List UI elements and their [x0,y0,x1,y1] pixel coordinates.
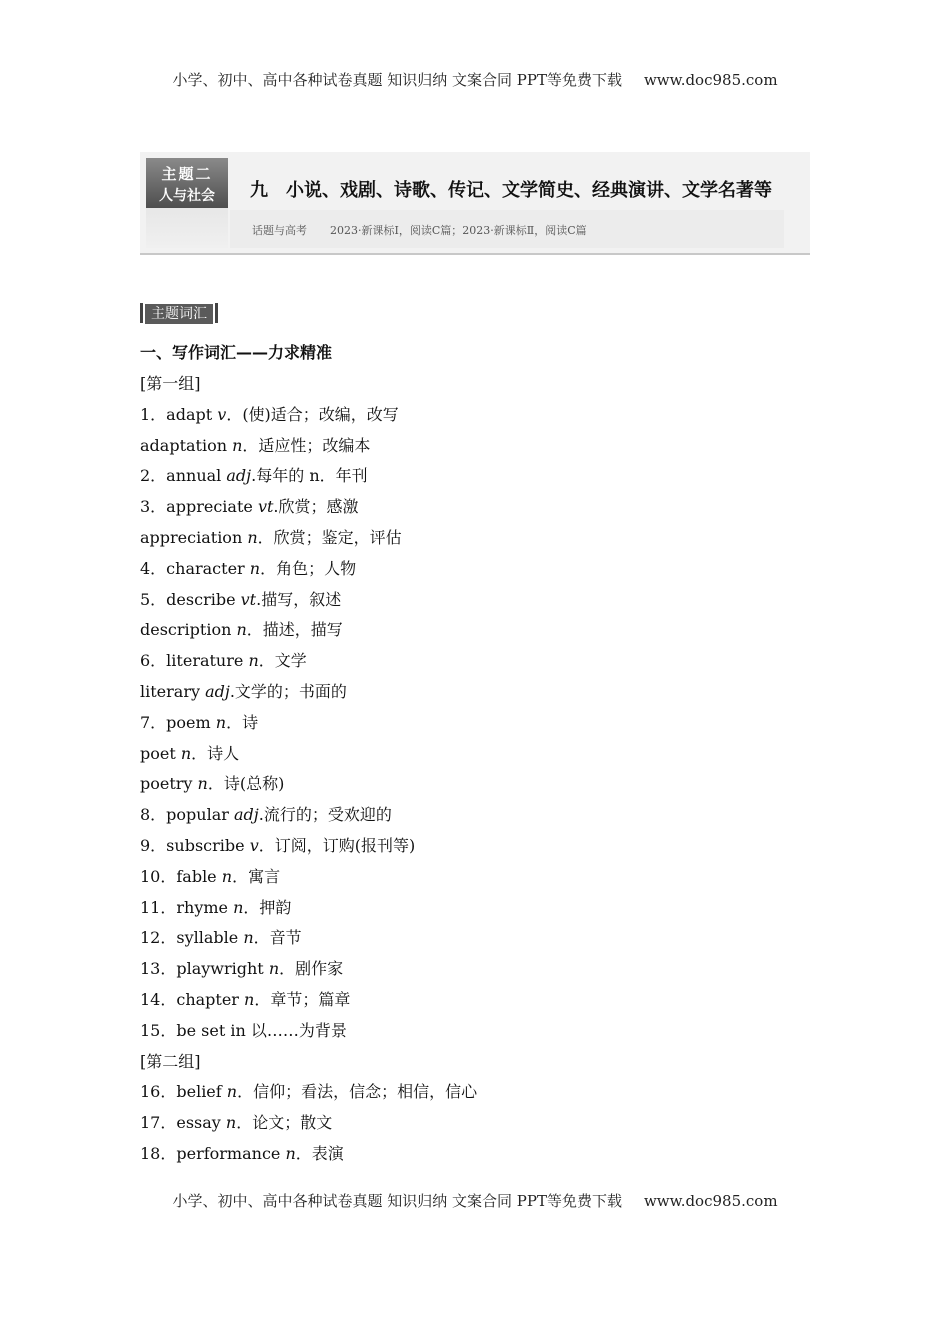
vocab-meaning: ．剧作家 [279,959,344,979]
vocab-text: [第二组] [140,1051,201,1071]
vocab-meaning: ．描述，描写 [246,620,343,640]
vocab-meaning: .流行的；受欢迎的 [258,805,392,825]
vocab-text: 9．subscribe [140,835,250,855]
part-of-speech: adj [226,466,252,486]
vocab-line [140,985,820,1016]
vocab-meaning: ．音节 [253,928,302,948]
vocab-meaning: .每年的 n．年刊 [251,466,368,486]
vocab-line [140,369,820,400]
section-heading: 一、写作词汇——力求精准 [140,343,333,362]
vocab-list [140,369,820,1170]
vocab-meaning: ．订阅，订购(报刊等) [258,835,416,855]
vocab-line [140,646,820,677]
vocab-text: 7．poem [140,712,216,732]
part-of-speech: n [225,1113,237,1133]
part-of-speech: n [226,1082,238,1102]
vocab-line [140,431,820,462]
vocab-text: appreciation [140,527,248,547]
part-of-speech: adj [205,681,230,701]
vocab-meaning: .欣赏；感激 [273,497,359,517]
vocab-text: 10．fable [140,866,222,886]
vocab-text: 2．annual [140,466,227,486]
vocab-text: 5．describe [140,589,241,609]
part-of-speech: n [180,743,192,763]
part-of-speech: n [249,558,261,578]
vocab-line [140,585,820,616]
part-of-speech: n [197,774,208,794]
part-of-speech: n [285,1143,296,1163]
part-of-speech: v [217,404,227,424]
part-of-speech: v [249,835,259,855]
vocab-meaning: ．寓言 [232,866,281,886]
topic-tag-line1: 主题二 [161,165,213,183]
part-of-speech: n [243,928,254,948]
vocab-text: 16．belief [140,1082,227,1102]
vocab-line [140,554,820,585]
vocab-text: 14．chapter [140,989,245,1009]
part-of-speech: vt [240,589,257,609]
vocab-meaning: ．表演 [295,1143,344,1163]
vocab-text: 4．character [140,558,250,578]
vocab-line [140,492,820,523]
part-of-speech: n [236,620,247,640]
section-tag-label: 主题词汇 [145,304,213,324]
vocab-meaning: ．(使)适合；改编，改写 [226,404,399,424]
part-of-speech: n [247,527,258,547]
vocab-meaning: ．欣赏；鉴定，评估 [257,527,402,547]
vocab-line [140,523,820,554]
part-of-speech: n [233,897,244,917]
vocab-text: [第一组] [140,374,201,393]
vocab-line [140,769,820,800]
part-of-speech: n [232,435,243,455]
vocab-text: description [140,620,237,640]
vocab-text: adaptation [140,435,233,455]
vocab-text: 12．syllable [140,928,244,948]
vocab-line [140,893,820,924]
vocab-text: 8．popular [140,805,234,825]
vocab-line [140,739,820,770]
vocab-line [140,954,820,985]
footer-url[interactable]: www.doc985.com [643,1192,778,1210]
banner-subbar [230,210,784,248]
vocab-text: 18．performance [140,1143,286,1163]
part-of-speech: n [248,651,259,671]
page-footer [0,1190,950,1211]
vocab-text: 3．appreciate [140,497,258,517]
header-text: 小学、初中、高中各种试卷真题 知识归纳 文案合同 PPT等免费下载 [172,71,622,89]
vocab-line [140,1139,820,1170]
banner-title-text: 小说、戏剧、诗歌、传记、文学简史、经典演讲、文学名著等 [286,180,772,201]
section-tag [140,303,218,323]
vocab-meaning: ．押韵 [243,897,292,917]
part-of-speech: n [221,866,233,886]
vocab-meaning: ．角色；人物 [260,558,357,578]
vocab-line [140,461,820,492]
part-of-speech: adj [234,805,259,825]
vocab-text: 17．essay [140,1113,226,1133]
part-of-speech: n [268,959,280,979]
part-of-speech: vt [257,497,274,517]
topic-tag-box [146,158,228,208]
vocab-line [140,800,820,831]
vocab-line [140,1077,820,1108]
vocab-text: 11．rhyme [140,897,234,917]
vocab-meaning: .文学的；书面的 [229,681,347,701]
vocab-meaning: ．诗人 [191,743,240,763]
part-of-speech: n [244,989,255,1009]
vocab-text: poet [140,743,181,763]
vocab-meaning: ．诗(总称) [207,774,285,794]
topic-tag [146,158,228,248]
header-url[interactable]: www.doc985.com [643,71,778,89]
vocab-line [140,923,820,954]
vocab-line [140,1047,820,1078]
vocab-meaning: ．文学 [258,651,307,671]
banner-title [250,176,772,202]
vocab-text: literary [140,681,206,701]
vocab-meaning: ．适应性；改编本 [242,435,371,455]
part-of-speech: n [215,712,227,732]
vocab-line [140,1108,820,1139]
vocab-meaning: .描写，叙述 [256,589,342,609]
vocab-meaning: ．论文；散文 [236,1113,333,1133]
topic-tag-line2: 人与社会 [159,188,215,204]
page-header [0,69,950,90]
banner-number: 九 [250,180,268,201]
topic-banner [140,152,810,255]
vocab-meaning: ．诗 [226,712,259,732]
vocab-text: 15．be set in 以……为背景 [140,1020,347,1040]
vocab-meaning: ．章节；篇章 [254,989,351,1009]
vocab-text: poetry [140,774,198,794]
vocab-line [140,708,820,739]
vocab-line [140,831,820,862]
vocab-line [140,862,820,893]
vocab-line [140,677,820,708]
vocab-line [140,400,820,431]
vocab-text: 1．adapt [140,404,218,424]
vocab-text: 13．playwright [140,959,269,979]
vocab-meaning: ．信仰；看法，信念；相信，信心 [237,1082,478,1102]
vocab-line [140,615,820,646]
banner-sub-label: 话题与高考 [252,224,307,237]
vocab-text: 6．literature [140,651,249,671]
vocab-line [140,1016,820,1047]
banner-sub-text: 2023·新课标Ⅰ，阅读C篇；2023·新课标Ⅱ，阅读C篇 [330,224,587,237]
footer-text: 小学、初中、高中各种试卷真题 知识归纳 文案合同 PPT等免费下载 [172,1192,622,1210]
